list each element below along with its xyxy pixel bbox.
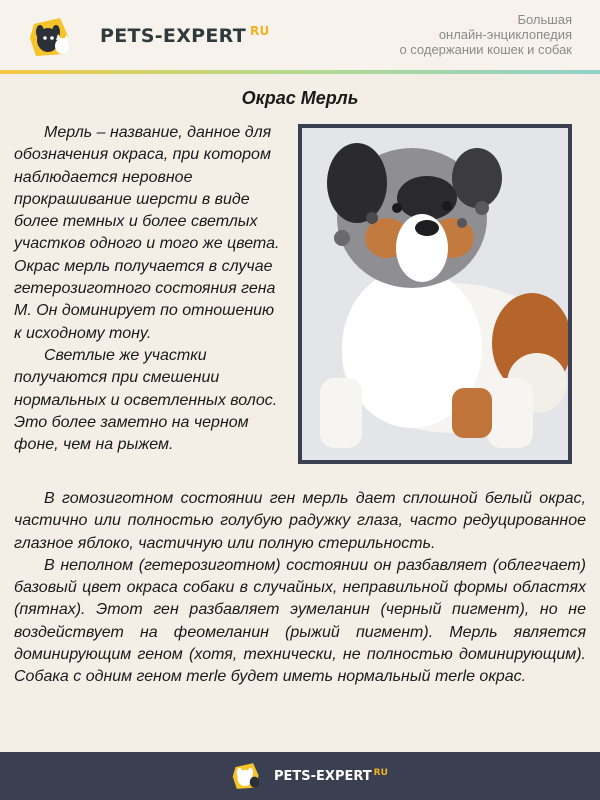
merle-dog-illustration <box>302 128 568 460</box>
article-intro-column <box>14 122 286 456</box>
merle-dog-photo <box>298 124 572 464</box>
dog-and-cat-logo-icon[interactable] <box>26 14 76 60</box>
tagline-line-1: Большая <box>517 12 572 27</box>
paragraph-2: Светлые же участки получаются при смешении нормальных и осветленных волос. Это более заметно на черном фоне, чем на рыжем. <box>14 346 278 454</box>
header-divider <box>0 70 600 74</box>
paragraph-3: В гомозиготном состоянии ген мерль дает сплошной белый окрас, частично или полностью голубую радужку глаза, часто редуцированное глазное яблоко, частичную или полную стерильность. <box>14 490 586 552</box>
article-title: Окрас Мерль <box>241 88 359 108</box>
paragraph-1: Мерль – название, данное для обозначения окраса, при котором наблюдается неровное прокрашивание шерсти в виде более темных и более светлых участков одного и того же цвета. Окрас мерль получается в случае гетерозиготного состояния гена М. Он доминирует по отношению к исходному тону. <box>14 124 280 342</box>
footer-logo-suffix: RU <box>373 768 388 778</box>
tagline-line-3: о содержании кошек и собак <box>399 42 572 57</box>
site-header <box>0 0 600 74</box>
footer-logo-text[interactable]: PETS-EXPERT $^{RU}$ <box>274 768 388 784</box>
paragraph-4: В неполном (гетерозиготном) состоянии он разбавляет (облегчает) базовый цвет окраса собаки в случайных, неправильной формы областях (пятнах). Этот ген разбавляет эумеланин (черный пигмент), но не воздействует на феомеланин (рыжий пигмент). Мерль является доминирующим геном (хотя, технически, не полностью доминирующим). Собака с одним геном merle будет иметь нормальный merle окрас. <box>14 556 586 686</box>
site-tagline <box>399 12 572 57</box>
article-body <box>14 488 586 689</box>
site-logo-text[interactable]: PETS-EXPERT $^{RU}$ <box>100 24 270 47</box>
site-footer <box>0 752 600 800</box>
dog-and-cat-logo-icon[interactable] <box>230 760 264 792</box>
tagline-line-2: онлайн-энциклопедия <box>438 27 572 42</box>
logo-suffix: RU <box>250 24 270 38</box>
